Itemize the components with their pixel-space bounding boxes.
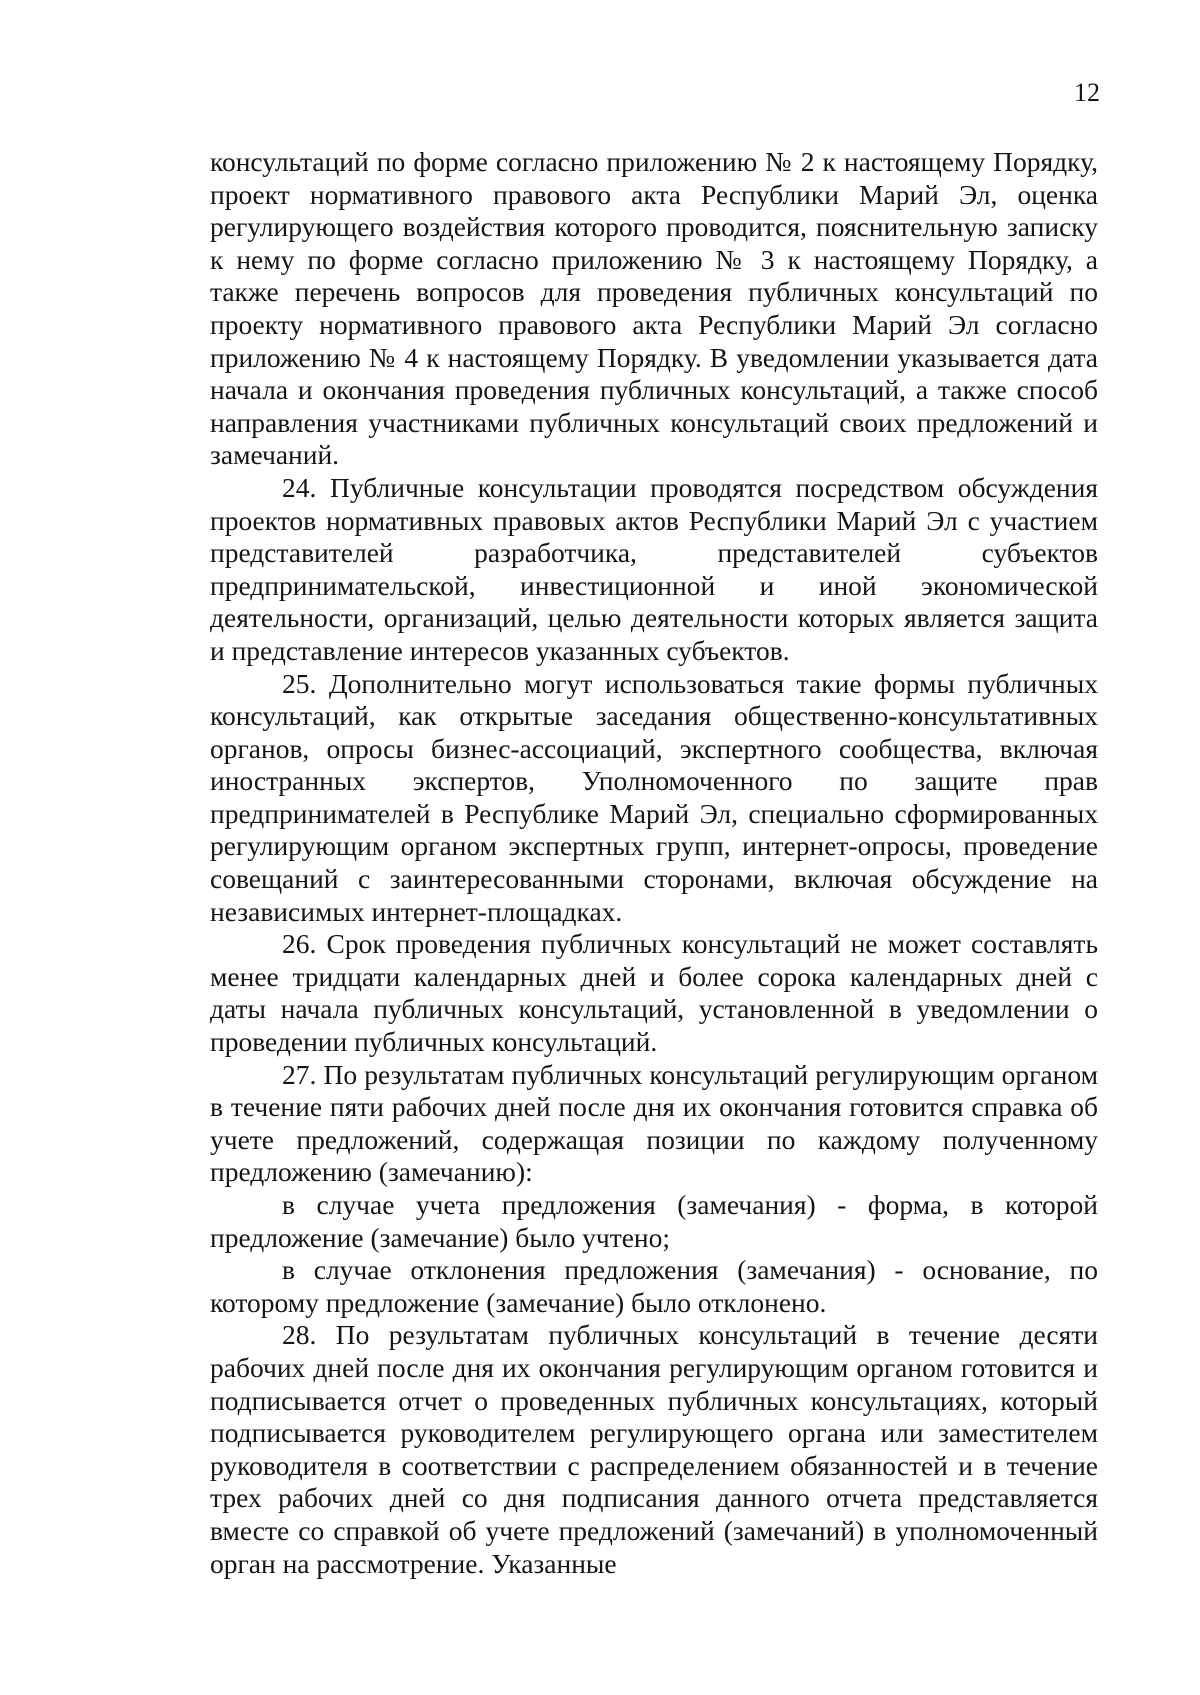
paragraph-25: 25. Дополнительно могут использоваться такие формы публичных консультаций, как открытые заседания общественно-консультативных органов, опросы бизнес-ассоциаций, экспертного сообщества, включая иностранных экспертов, Уполномоченного по защите прав предпринимателей в Республике Марий Эл, специально сформированных регулирующим органом экспертных групп, интернет-опросы, проведение совещаний с заинтересованными сторонами, включая обсуждение на независимых интернет-площадках. — [210, 667, 1098, 927]
paragraph-28: 28. По результатам публичных консультаций в течение десяти рабочих дней после дня их окончания регулирующим органом готовится и подписывается отчет о проведенных публичных консультациях, который подписывается руководителем регулирующего органа или заместителем руководителя в соответствии с распределением обязанностей и в течение трех рабочих дней со дня подписания данного отчета представляется вместе со справкой об учете предложений (замечаний) в уполномоченный орган на рассмотрение. Указанные — [210, 1319, 1098, 1579]
paragraph-24: 24. Публичные консультации проводятся посредством обсуждения проектов нормативных правовых актов Республики Марий Эл с участием представителей разработчика, представителей субъектов предпринимательской, инвестиционной и иной экономической деятельности, организаций, целью деятельности которых является защита и представление интересов указанных субъектов. — [210, 471, 1098, 666]
paragraph-27: 27. По результатам публичных консультаций регулирующим органом в течение пяти рабочих дней после дня их окончания готовится справка об учете предложений, содержащая позиции по каждому полученному предложению (замечанию): — [210, 1058, 1098, 1188]
document-body — [210, 146, 1098, 1580]
paragraph-27-case-accepted: в случае учета предложения (замечания) - форма, в которой предложение (замечание) было учтено; — [210, 1189, 1098, 1253]
paragraph-continuation: консультаций по форме согласно приложению № 2 к настоящему Порядку, проект нормативного правового акта Республики Марий Эл, оценка регулирующего воздействия которого проводится, пояснительную записку к нему по форме согласно приложению № 3 к настоящему Порядку, а также перечень вопросов для проведения публичных консультаций по проекту нормативного правового акта Республики Марий Эл согласно приложению № 4 к настоящему Порядку. В уведомлении указывается дата начала и окончания проведения публичных консультаций, а также способ направления участниками публичных консультаций своих предложений и замечаний. — [210, 146, 1098, 471]
paragraph-27-case-rejected: в случае отклонения предложения (замечания) - основание, по которому предложение (замечание) было отклонено. — [210, 1254, 1098, 1318]
page-number: 12 — [1074, 78, 1100, 107]
paragraph-26: 26. Срок проведения публичных консультаций не может составлять менее тридцати календарных дней и более сорока календарных дней с даты начала публичных консультаций, установленной в уведомлении о проведении публичных консультаций. — [210, 928, 1098, 1058]
